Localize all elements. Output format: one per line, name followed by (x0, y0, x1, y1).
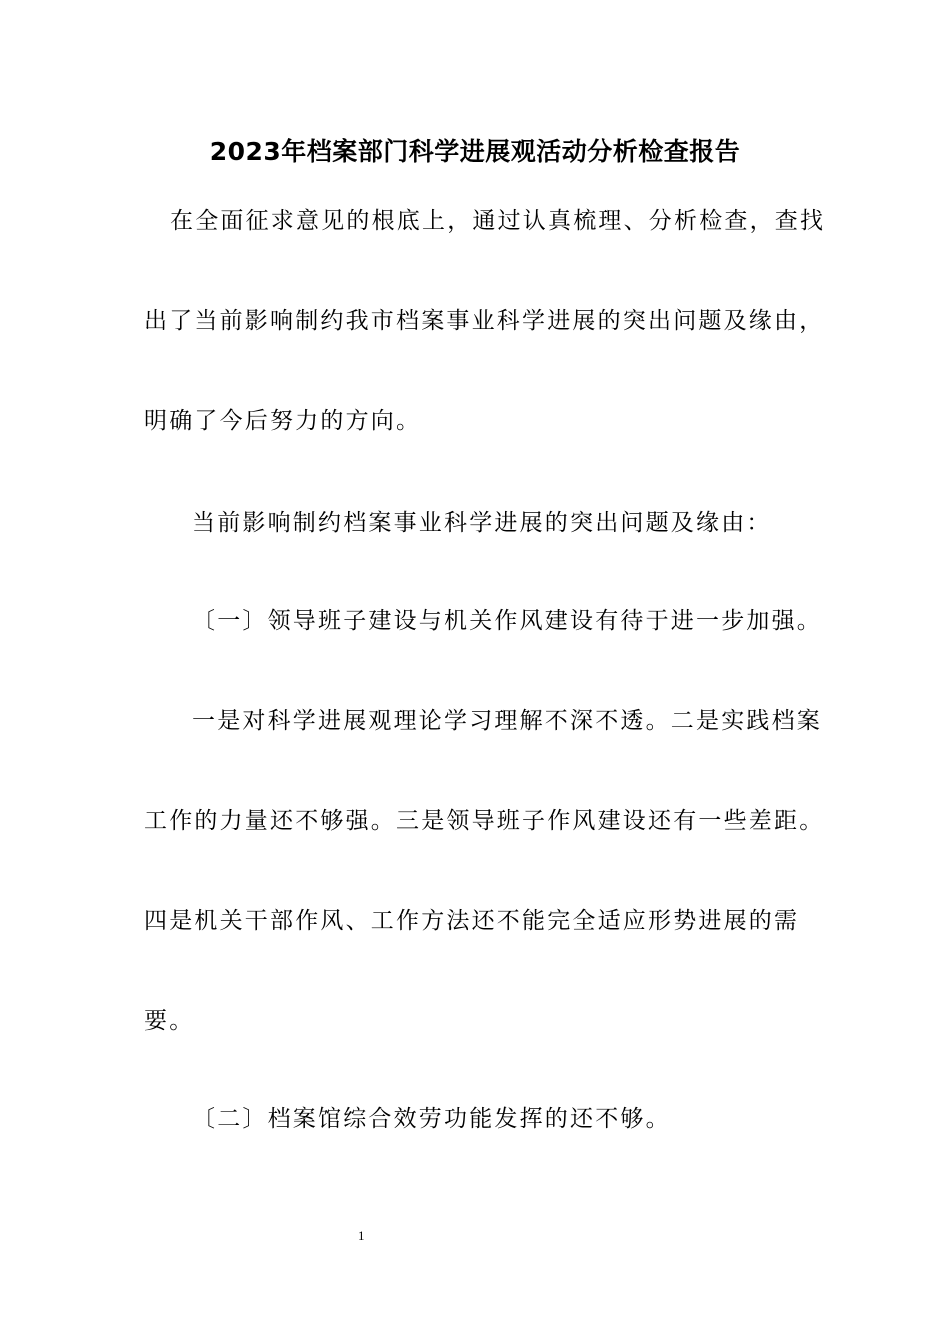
paragraph-line: 工作的力量还不够强。三是领导班子作风建设还有一些差距。 (144, 808, 825, 834)
section-heading: 〔二〕档案馆综合效劳功能发挥的还不够。 (192, 1106, 671, 1132)
paragraph-line: 当前影响制约档案事业科学进展的突出问题及缘由： (192, 510, 772, 536)
paragraph-line: 一是对科学进展观理论学习理解不深不透。二是实践档案 (192, 708, 822, 734)
paragraph-line: 四是机关干部作风、工作方法还不能完全适应形势进展的需 (144, 908, 800, 934)
paragraph-line: 在全面征求意见的根底上，通过认真梳理、分析检查，查找 (170, 208, 826, 234)
section-heading: 〔一〕领导班子建设与机关作风建设有待于进一步加强。 (192, 608, 822, 634)
paragraph-line: 出了当前影响制约我市档案事业科学进展的突出问题及缘由， (144, 308, 825, 334)
page-number: 1 (358, 1228, 365, 1243)
document-title: 2023年档案部门科学进展观活动分析检查报告 (209, 137, 741, 166)
paragraph-line: 明确了今后努力的方向。 (144, 408, 422, 434)
paragraph-line: 要。 (144, 1008, 195, 1034)
